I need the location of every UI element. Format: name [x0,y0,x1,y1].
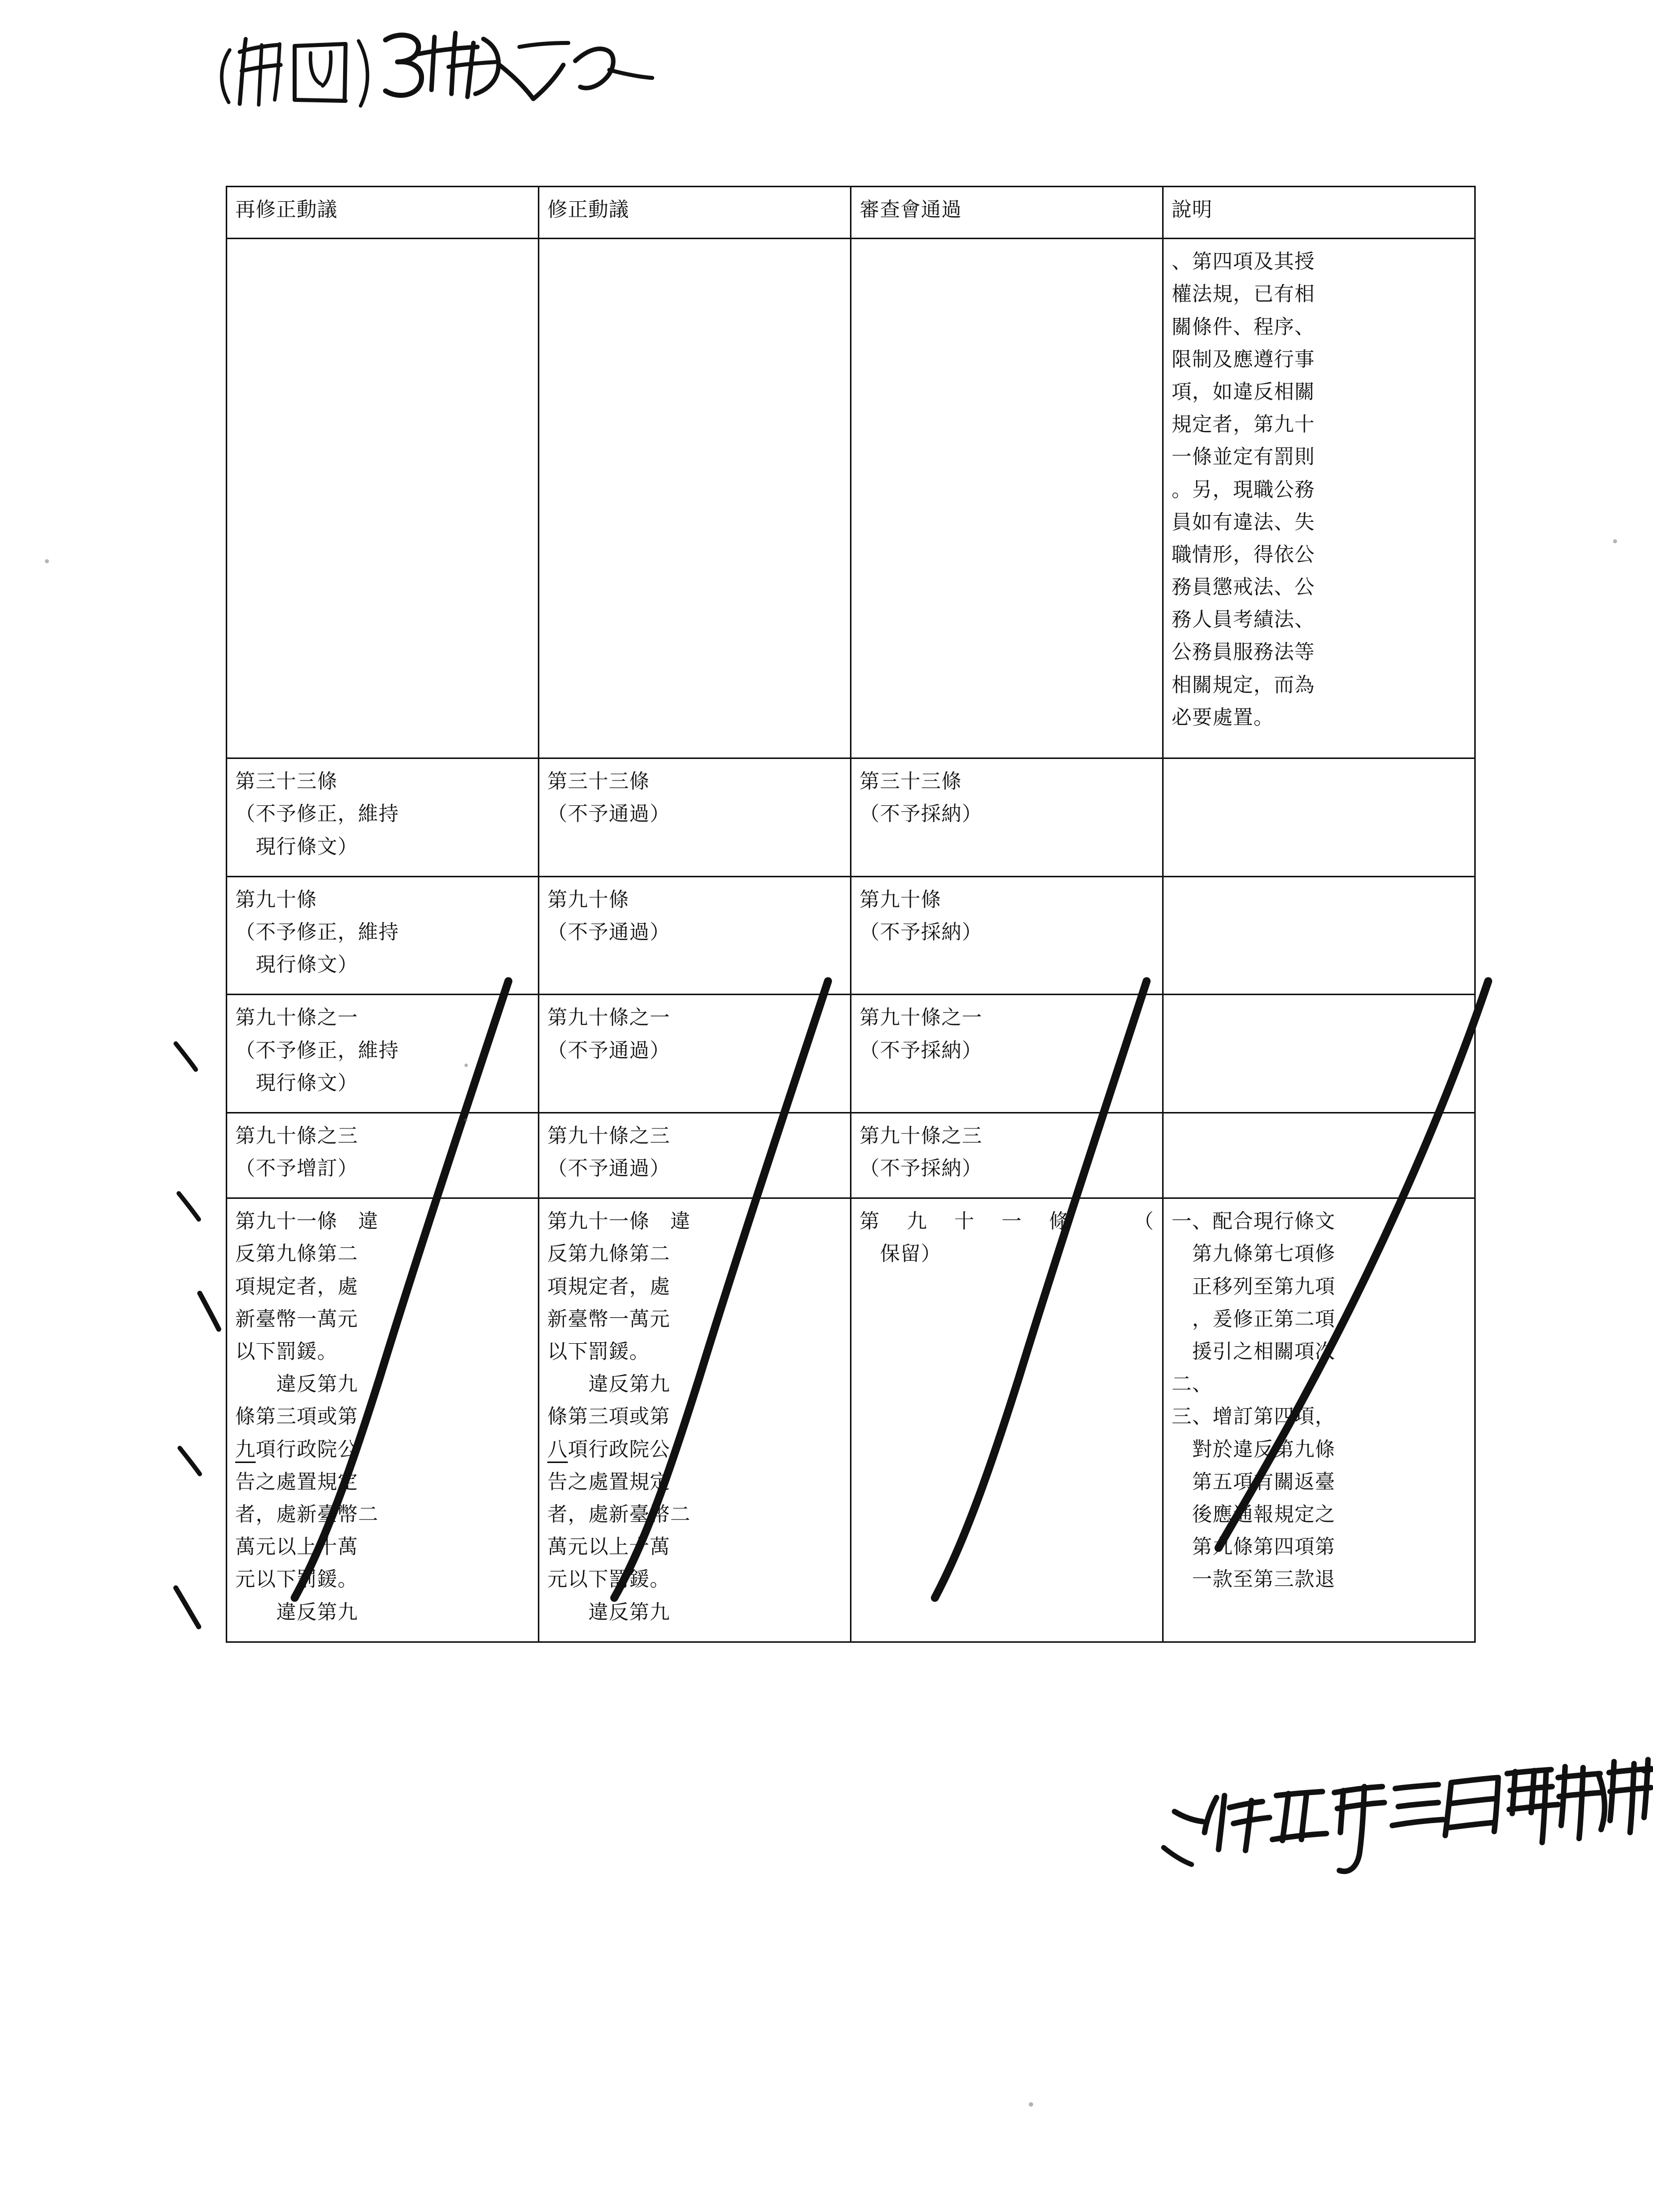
handwritten-note-top [200,15,799,130]
cell-review-article-90-1 [851,995,1163,1113]
cell-explanation-continuation [1163,239,1475,758]
text-line: 違反第九 [235,1373,358,1396]
text-line: 第九十條 [547,888,629,911]
margin-tick-mark [179,1193,199,1219]
text-line: 項，如違反相關 [1172,380,1315,403]
cell-reamendment-article-91 [227,1198,539,1642]
text-line: （不予採納） [859,920,982,944]
text-line: 違反第九 [547,1373,670,1396]
text-line: 萬元以上十萬 [235,1535,358,1559]
text-line: 者，處新臺幣二 [547,1502,691,1526]
text-line: 萬元以上十萬 [547,1535,670,1559]
text-line: 第三十三條 [235,770,338,793]
text-line: 條第三項或第 [547,1405,670,1429]
text-line: 一款至第三款退 [1172,1568,1335,1591]
cell-review-article-33 [851,758,1163,877]
scan-speck [1613,539,1617,543]
text-line: 第九條第四項第 [1172,1535,1335,1559]
text-line: 權法規，已有相 [1172,283,1315,306]
text-line: 第三十三條 [859,770,962,793]
cell-amendment-article-90 [539,876,851,995]
cell-explanation-article-33 [1163,758,1475,877]
text-line: 第九十一條 （ [859,1210,1154,1233]
text-line: 第九十條之一 [547,1006,670,1030]
cell-explanation-article-90-3 [1163,1112,1475,1198]
text-line: 以下罰鍰。 [235,1340,338,1363]
text-line: （不予採納） [859,1157,982,1180]
text-line: 關條件、程序、 [1172,315,1315,339]
cell-amendment-article-90-3 [539,1112,851,1198]
text-line: 現行條文） [235,835,358,858]
text-line: （不予通過） [547,1039,670,1062]
text-line: 後應通報規定之 [1172,1502,1335,1526]
cell-reamendment-article-33 [227,758,539,877]
table-row [227,239,1475,758]
cell-explanation-article-90 [1163,876,1475,995]
cell-review-article-90 [851,876,1163,995]
cell-amendment-article-33 [539,758,851,877]
text-line: 二、 [1172,1373,1213,1396]
text-line: 反第九條第二 [235,1242,358,1266]
text-line: 三、增訂第四項， [1172,1405,1335,1429]
cell-review-article-90-3 [851,1112,1163,1198]
text-line: 第九十條 [859,888,941,911]
text-line: 相關規定，而為 [1172,673,1315,697]
text-line: 必要處置。 [1172,706,1274,729]
underlined-character: 九 [235,1438,256,1463]
column-header-amendment: 修正動議 [539,187,851,239]
table-row [227,758,1475,877]
text-line: 元以下罰鍰。 [235,1568,358,1591]
text-line: 新臺幣一萬元 [547,1307,670,1331]
cell-amendment-empty [539,239,851,758]
scan-speck [464,1064,468,1067]
cell-explanation-article-91 [1163,1198,1475,1642]
text-line: 第九十條之三 [235,1124,358,1147]
column-header-explanation: 說明 [1163,187,1475,239]
text-line: 保留） [859,1242,941,1266]
text-line: 第九條第七項修 [1172,1242,1335,1266]
text-line-underlined: 八項行政院公 [547,1434,842,1466]
text-line: 援引之相關項次 [1172,1340,1335,1363]
text-line: 一、配合現行條文 [1172,1210,1335,1233]
cell-review-article-91 [851,1198,1163,1642]
cell-reamendment-article-90 [227,876,539,995]
text-line: 正移列至第九項 [1172,1275,1335,1298]
text-line: 第九十條之三 [859,1124,982,1147]
column-header-review-passed: 審查會通過 [851,187,1163,239]
text-line: ，爰修正第二項 [1172,1307,1335,1331]
text-line: 現行條文） [235,1071,358,1095]
text-line: 現行條文） [235,953,358,977]
cell-reamendment-article-90-1 [227,995,539,1113]
margin-tick-mark [200,1293,219,1329]
text-line: （不予通過） [547,920,670,944]
text-line: （不予增訂） [235,1157,358,1180]
text-line: 者，處新臺幣二 [235,1502,379,1526]
text-line: （不予修正，維持 [235,1039,399,1062]
scan-speck [45,559,49,563]
text-line: 第三十三條 [547,770,650,793]
cell-reamendment-article-90-3 [227,1112,539,1198]
text-line: 務員懲戒法、公 [1172,576,1315,599]
text-line: 第九十條 [235,888,317,911]
text-line: （不予修正，維持 [235,802,399,826]
text-line: 。另，現職公務 [1172,478,1315,501]
text-line: 項規定者，處 [235,1275,358,1298]
text-line: 第九十條之一 [859,1006,982,1030]
text-line: 違反第九 [235,1600,358,1624]
text-line: 對於違反第九條 [1172,1438,1335,1461]
text-line: 、第四項及其授 [1172,250,1315,274]
text-line: 元以下罰鍰。 [547,1568,670,1591]
cell-reamendment-empty [227,239,539,758]
margin-tick-mark [180,1448,200,1474]
margin-tick-mark [1164,1847,1192,1864]
text-line: 規定者，第九十 [1172,413,1315,436]
text-line: （不予採納） [859,1039,982,1062]
text-line: 以下罰鍰。 [547,1340,650,1363]
inline-note-amend-third-item [1175,1760,1653,1871]
text-line: 務人員考績法、 [1172,608,1315,632]
text-line: 職情形，得依公 [1172,543,1315,566]
text-line: 第九十條之三 [547,1124,670,1147]
text-line: 告之處置規定 [235,1470,358,1493]
text-line: 新臺幣一萬元 [235,1307,358,1331]
text-line: （不予採納） [859,802,982,826]
table-row [227,876,1475,995]
text-line: 違反第九 [547,1600,670,1624]
text-line: 第九十一條 違 [235,1210,379,1233]
underlined-character: 八 [547,1438,568,1463]
cell-amendment-article-91 [539,1198,851,1642]
comparison-table [226,186,1476,1643]
text-line: 第九十條之一 [235,1006,358,1030]
text-line: （不予修正，維持 [235,920,399,944]
text-line: 第九十一條 違 [547,1210,691,1233]
text-line: 項規定者，處 [547,1275,670,1298]
table-row [227,995,1475,1113]
cell-amendment-article-90-1 [539,995,851,1113]
text-line: 公務員服務法等 [1172,641,1315,664]
text-line: 告之處置規定 [547,1470,670,1493]
text-line: （不予通過） [547,802,670,826]
text-line-underlined: 九項行政院公 [235,1434,530,1466]
margin-tick-mark [176,1044,196,1070]
column-header-reamendment: 再修正動議 [227,187,539,239]
scan-speck [1029,2102,1033,2107]
table-row [227,1112,1475,1198]
text-line: 限制及應遵行事 [1172,348,1315,371]
text-line: 一條並定有罰則 [1172,445,1315,469]
text-line: 員如有違法、失 [1172,510,1315,534]
margin-tick-mark [176,1588,199,1627]
text-line: 第五項有關返臺 [1172,1470,1335,1493]
text-line: （不予通過） [547,1157,670,1180]
scan-speck [464,1118,467,1121]
table-header-row [227,187,1475,239]
text-line: 反第九條第二 [547,1242,670,1266]
cell-explanation-article-90-1 [1163,995,1475,1113]
cell-review-empty [851,239,1163,758]
text-line: 條第三項或第 [235,1405,358,1429]
table-row [227,1198,1475,1642]
